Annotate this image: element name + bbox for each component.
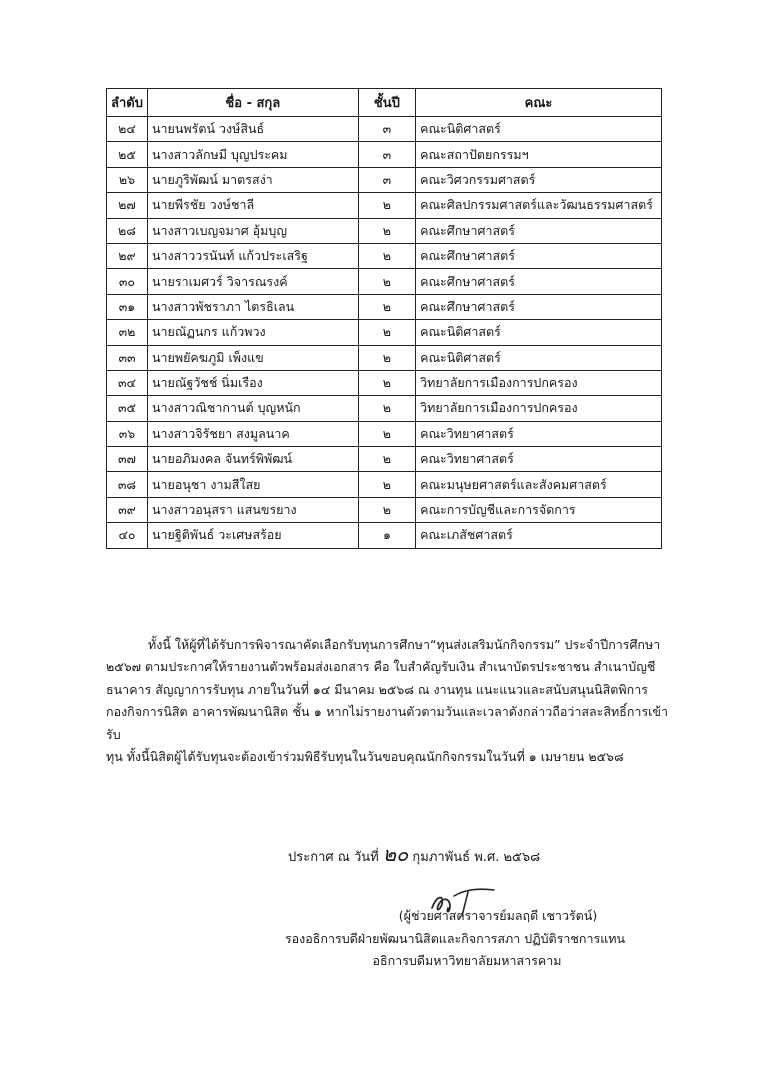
row-no: ๒๙ bbox=[107, 243, 148, 268]
table-row bbox=[107, 421, 662, 446]
row-name: นายราเมศวร์ วิจารณรงค์ bbox=[147, 269, 358, 294]
row-faculty: คณะนิติศาสตร์ bbox=[416, 320, 662, 345]
row-no: ๓๒ bbox=[107, 320, 148, 345]
notice-line: ทั้งนี้ ให้ผู้ที่ได้รับการพิจารณาคัดเลือกรับทุนการศึกษา“ทุนส่งเสริมนักกิจกรรม” ประจำปีการศึกษา bbox=[148, 637, 661, 652]
row-name: นางสาวเบญจมาศ อุ้มบุญ bbox=[147, 218, 358, 243]
row-year: ๓ bbox=[358, 117, 415, 142]
row-no: ๓๑ bbox=[107, 294, 148, 319]
row-faculty: คณะวิทยาศาสตร์ bbox=[416, 421, 662, 446]
table-row bbox=[107, 497, 662, 522]
row-no: ๓๓ bbox=[107, 345, 148, 370]
row-no: ๒๗ bbox=[107, 193, 148, 218]
table-row bbox=[107, 167, 662, 192]
row-name: นางสาวจิรัชยา สงมูลนาค bbox=[147, 421, 358, 446]
table-row bbox=[107, 370, 662, 395]
table-row bbox=[107, 472, 662, 497]
signer-position: อธิการบดีมหาวิทยาลัยมหาสารคาม bbox=[372, 953, 562, 968]
header-name: ชื่อ - สกุล bbox=[147, 89, 358, 117]
row-no: ๒๘ bbox=[107, 218, 148, 243]
row-faculty: คณะศึกษาศาสตร์ bbox=[416, 218, 662, 243]
row-no: ๓๐ bbox=[107, 269, 148, 294]
row-faculty: คณะศึกษาศาสตร์ bbox=[416, 269, 662, 294]
row-name: นายอภิมงคล จันทร์พิพัฒน์ bbox=[147, 447, 358, 472]
row-faculty: คณะศิลปกรรมศาสตร์และวัฒนธรรมศาสตร์ bbox=[416, 193, 662, 218]
row-year: ๒ bbox=[358, 269, 415, 294]
table-row bbox=[107, 320, 662, 345]
row-no: ๓๙ bbox=[107, 497, 148, 522]
row-year: ๒ bbox=[358, 497, 415, 522]
header-year: ชั้นปี bbox=[358, 89, 415, 117]
row-year: ๒ bbox=[358, 294, 415, 319]
table-row bbox=[107, 396, 662, 421]
signer-position: รองอธิการบดีฝ่ายพัฒนานิสิตและกิจการสภา ปฏิบัติราชการแทน bbox=[284, 930, 626, 946]
notice-line: ทุน ทั้งนี้นิสิตผู้ได้รับทุนจะต้องเข้าร่วมพิธีรับทุนในวันขอบคุณนักกิจกรรมในวันที่ ๑ เมษายน ๒๕๖๘ bbox=[106, 749, 624, 765]
row-name: นายณัฐวัชช์ นิ่มเรือง bbox=[147, 370, 358, 395]
table-row bbox=[107, 269, 662, 294]
row-faculty: คณะวิทยาศาสตร์ bbox=[416, 447, 662, 472]
row-year: ๒ bbox=[358, 193, 415, 218]
announcement-suffix: กุมภาพันธ์ พ.ศ. ๒๕๖๘ bbox=[412, 850, 541, 865]
table-row bbox=[107, 447, 662, 472]
row-year: ๓ bbox=[358, 142, 415, 167]
header-no: ลำดับ bbox=[107, 89, 148, 117]
row-faculty: คณะศึกษาศาสตร์ bbox=[416, 294, 662, 319]
row-faculty: คณะนิติศาสตร์ bbox=[416, 345, 662, 370]
row-no: ๒๕ bbox=[107, 142, 148, 167]
header-faculty: คณะ bbox=[416, 89, 662, 117]
row-year: ๒ bbox=[358, 370, 415, 395]
notice-paragraph bbox=[106, 634, 668, 768]
row-year: ๒ bbox=[358, 472, 415, 497]
row-name: นายภูริพัฒน์ มาตรสง่า bbox=[147, 167, 358, 192]
row-year: ๒ bbox=[358, 218, 415, 243]
signer-name: (ผู้ช่วยศาสตราจารย์มลฤดี เชาวรัตน์) bbox=[398, 908, 598, 923]
row-no: ๒๖ bbox=[107, 167, 148, 192]
notice-line: ๒๕๖๗ ตามประกาศให้รายงานตัวพร้อมส่งเอกสาร คือ ใบสำคัญรับเงิน สำเนาบัตรประชาชน สำเนาบัญชี bbox=[106, 659, 656, 675]
table-body bbox=[107, 117, 662, 549]
signer-block bbox=[280, 905, 630, 973]
row-no: ๔๐ bbox=[107, 523, 148, 548]
row-faculty: คณะศึกษาศาสตร์ bbox=[416, 243, 662, 268]
row-no: ๓๖ bbox=[107, 421, 148, 446]
row-faculty: คณะเภสัชศาสตร์ bbox=[416, 523, 662, 548]
row-name: นางสาวพัชราภา ไตรธิเลน bbox=[147, 294, 358, 319]
table-row bbox=[107, 294, 662, 319]
row-name: นางสาววรนันท์ แก้วประเสริฐ bbox=[147, 243, 358, 268]
notice-line: กองกิจการนิสิต อาคารพัฒนานิสิต ชั้น ๑ หากไม่รายงานตัวตามวันและเวลาดังกล่าวถือว่าสละสิทธิ์การเข้ารับ bbox=[106, 704, 668, 742]
row-name: นายพีรชัย วงษ์ชาลี bbox=[147, 193, 358, 218]
announcement-day: ๒๐ bbox=[382, 842, 409, 866]
row-name: นางสาวลักษมี บุญประคม bbox=[147, 142, 358, 167]
row-faculty: คณะสถาปัตยกรรมฯ bbox=[416, 142, 662, 167]
row-year: ๒ bbox=[358, 320, 415, 345]
table-row bbox=[107, 218, 662, 243]
row-no: ๒๔ bbox=[107, 117, 148, 142]
table-row bbox=[107, 142, 662, 167]
table-row bbox=[107, 117, 662, 142]
row-faculty: คณะนิติศาสตร์ bbox=[416, 117, 662, 142]
row-faculty: คณะการบัญชีและการจัดการ bbox=[416, 497, 662, 522]
row-name: นายพยัคฆภูมิ เพ็งแข bbox=[147, 345, 358, 370]
row-name: นายนพรัตน์ วงษ์สินธ์ bbox=[147, 117, 358, 142]
row-faculty: วิทยาลัยการเมืองการปกครอง bbox=[416, 396, 662, 421]
row-name: นางสาวณิชากานต์ บุญหนัก bbox=[147, 396, 358, 421]
row-faculty: คณะมนุษยศาสตร์และสังคมศาสตร์ bbox=[416, 472, 662, 497]
table-row bbox=[107, 243, 662, 268]
row-no: ๓๘ bbox=[107, 472, 148, 497]
table-row bbox=[107, 523, 662, 548]
row-year: ๒ bbox=[358, 243, 415, 268]
table-row bbox=[107, 345, 662, 370]
row-name: นายฐิติพันธ์ วะเศษสร้อย bbox=[147, 523, 358, 548]
row-year: ๑ bbox=[358, 523, 415, 548]
announcement-prefix: ประกาศ ณ วันที่ bbox=[288, 850, 379, 865]
table-header-row bbox=[107, 89, 662, 117]
row-year: ๒ bbox=[358, 447, 415, 472]
row-no: ๓๔ bbox=[107, 370, 148, 395]
row-no: ๓๕ bbox=[107, 396, 148, 421]
row-faculty: คณะวิศวกรรมศาสตร์ bbox=[416, 167, 662, 192]
row-no: ๓๗ bbox=[107, 447, 148, 472]
row-year: ๓ bbox=[358, 167, 415, 192]
row-year: ๒ bbox=[358, 421, 415, 446]
announcement-date bbox=[288, 838, 540, 870]
table-row bbox=[107, 193, 662, 218]
notice-line: ธนาคาร สัญญาการรับทุน ภายในวันที่ ๑๔ มีนาคม ๒๕๖๘ ณ งานทุน แนะแนวและสนับสนุนนิสิตพิการ bbox=[106, 681, 648, 697]
scholarship-recipients-table bbox=[106, 88, 662, 549]
row-name: นายอนุชา งามสีใสย bbox=[147, 472, 358, 497]
row-faculty: วิทยาลัยการเมืองการปกครอง bbox=[416, 370, 662, 395]
row-year: ๒ bbox=[358, 396, 415, 421]
row-name: นางสาวอนุสรา แสนขรยาง bbox=[147, 497, 358, 522]
row-name: นายณัฏนกร แก้วพวง bbox=[147, 320, 358, 345]
row-year: ๒ bbox=[358, 345, 415, 370]
